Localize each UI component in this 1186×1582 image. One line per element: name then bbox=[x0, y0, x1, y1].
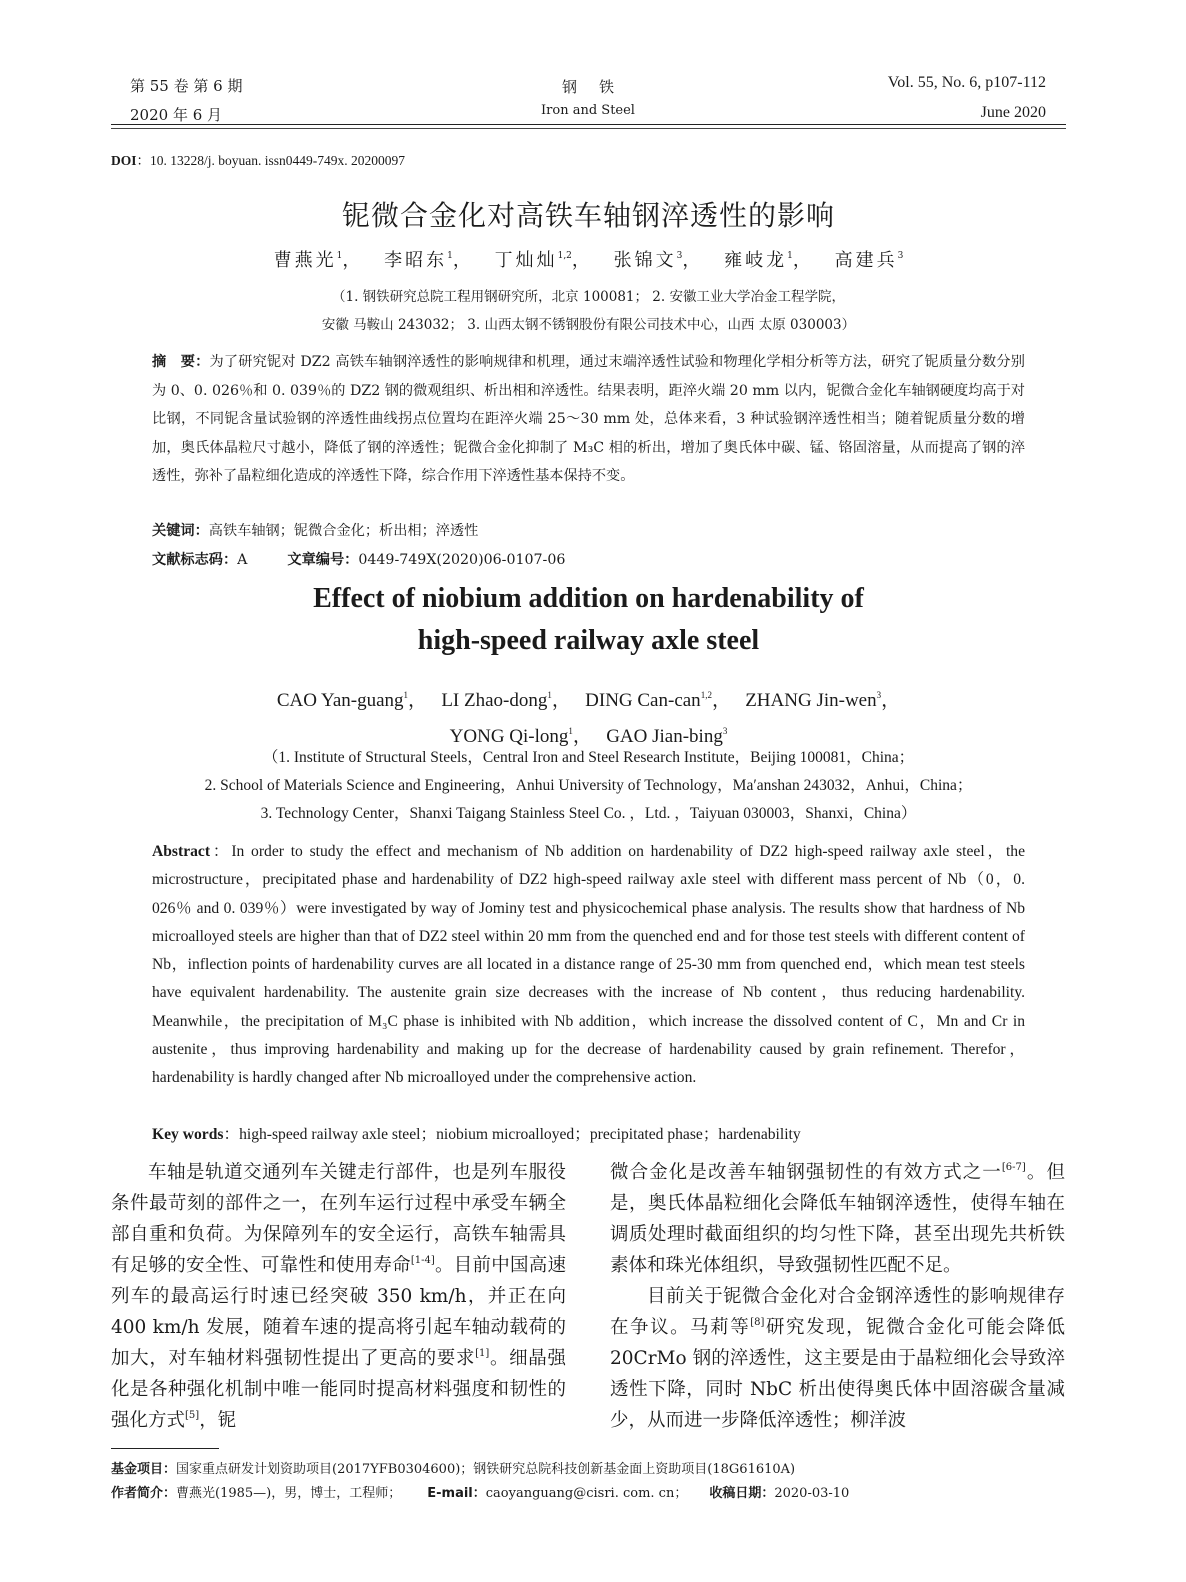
citation: [8] bbox=[750, 1317, 765, 1328]
body-text: 。但是，奥氏体晶粒细化会降低车轴钢淬透性，使得车轴在调质处理时截面组织的均匀性下降，甚至出现先共析铁素体和珠光体组织，导致强韧性匹配不足。 bbox=[610, 1162, 1065, 1276]
affiliation-cn-line: （1. 钢铁研究总院工程用钢研究所，北京 100081； 2. 安徽工业大学冶金工程学院， bbox=[332, 289, 845, 305]
author-sup: 1,2 bbox=[700, 690, 712, 700]
author-sup: 1 bbox=[447, 251, 453, 261]
body-column-left bbox=[111, 1157, 566, 1436]
keywords-en bbox=[152, 1122, 801, 1144]
author-bio-label: 作者简介： bbox=[111, 1486, 177, 1501]
fund-label: 基金项目： bbox=[111, 1462, 177, 1477]
body-text: 微合金化是改善车轴钢强韧性的有效方式之一 bbox=[610, 1162, 1002, 1183]
authors-cn: 曹燕光$^1$， 李昭东$^1$， 丁灿灿$^{1,2}$， 张锦文$^3$， 雍岐龙$^1$， 高建兵$^3$ bbox=[273, 250, 904, 271]
author-sup: 1 bbox=[336, 251, 343, 261]
author-en: CAO Yan-guang bbox=[276, 690, 404, 711]
header-volume-en bbox=[888, 68, 1046, 128]
date-cn: 2020 年 6 月 bbox=[130, 106, 223, 124]
header-volume-cn bbox=[130, 72, 242, 130]
body-paragraph bbox=[610, 1281, 1065, 1436]
body-text: ，铌 bbox=[199, 1410, 237, 1431]
header-rule-thick bbox=[111, 124, 1066, 125]
author-sup: 1 bbox=[787, 251, 793, 261]
author-sup: 3 bbox=[722, 726, 728, 736]
journal-name bbox=[520, 76, 656, 118]
keywords-en-text: ：high-speed railway axle steel；niobium microalloyed；precipitated phase；hardenability bbox=[223, 1126, 801, 1143]
email-text: caoyanguang@cisri. com. cn； bbox=[485, 1486, 688, 1501]
author-en: LI Zhao-dong bbox=[441, 690, 548, 711]
body-text: 。目前中国高速列车的最高运行时速已经突破 350 km/h，并正在向 400 km/h 发展，随着车速的提高将引起车轴动载荷的加大，对车轴材料强韧性提出了更高的要求 bbox=[111, 1255, 566, 1369]
doc-code-value: A bbox=[237, 552, 248, 568]
email-label: E-mail： bbox=[427, 1486, 486, 1501]
doi-value: ：10. 13228/j. boyuan. issn0449-749x. 20200097 bbox=[136, 153, 406, 168]
body-text: 车轴是轨道交通列车关键走行部件，也是列车服役条件最苛刻的部件之一，在列车运行过程中承受车辆全部自重和负荷。为保障列车的安全运行，高铁车轴需具有足够的安全性、可靠性和使用寿命 bbox=[111, 1162, 566, 1276]
keywords-en-label: Key words bbox=[152, 1126, 224, 1143]
authors-en: CAO Yan-guang$^1$， LI Zhao-dong$^1$， DING Can-can$^{1,2}$， ZHANG Jin-wen$^3$， YONG Qi-long$^1$， GAO Jian-bing$^3$ bbox=[276, 690, 901, 747]
keywords-cn-text: 高铁车轴钢；铌微合金化；析出相；淬透性 bbox=[208, 523, 479, 539]
author-en: YONG Qi-long bbox=[449, 726, 569, 747]
fund-text: 国家重点研发计划资助项目(2017YFB0304600)；钢铁研究总院科技创新基金面上资助项目(18G61610A) bbox=[176, 1462, 796, 1477]
article-no-value: 0449-749X(2020)06-0107-06 bbox=[358, 552, 566, 568]
author-sup: 1 bbox=[403, 690, 409, 700]
author-en: ZHANG Jin-wen bbox=[745, 690, 877, 711]
citation: [1] bbox=[475, 1348, 490, 1359]
body-paragraph bbox=[111, 1157, 566, 1436]
footnote-author bbox=[111, 1482, 849, 1501]
volume-issue-en: Vol. 55, No. 6, p107-112 bbox=[887, 74, 1046, 91]
body-paragraph bbox=[610, 1157, 1065, 1281]
author-sup: 3 bbox=[876, 690, 882, 700]
abstract-en-text: ：In order to study the effect and mechanism of Nb addition on hardenability of DZ2 high-speed railway axle steel，the microstructure，precipitated phase and hardenability of DZ2 high-speed railway axle steel with different mass percent of Nb（0，0. 026％ and 0. 039％）were investigated by way of Jominy test and physicochemical phase analysis. The results show that hardness of Nb microalloyed steels are higher than that of DZ2 steel within 20 mm from the quenched end and for those test steels with different content of Nb，inflection points of hardenability curves are all located in a distance range of 25-30 mm from quenched end，which mean test steels have equivalent hardenability. The austenite grain size decreases with the increase of Nb content，thus reducing hardenability. Meanwhile，the precipitation of M₃C phase is inhibited with Nb addition，which increase the dissolved content of C，Mn and Cr in austenite，thus improving hardenability and making up for the decrease of hardenability caused by grain refinement. Therefor，hardenability is hardly changed after Nb microalloyed under the comprehensive action. bbox=[152, 843, 1025, 1087]
author-sup: 1 bbox=[547, 690, 552, 700]
abstract-cn-label: 摘 要： bbox=[152, 354, 210, 370]
keywords-cn bbox=[152, 520, 478, 540]
keywords-cn-label: 关键词： bbox=[152, 523, 209, 539]
author-sup: 1 bbox=[568, 726, 573, 736]
abstract-en-label: Abstract bbox=[152, 843, 211, 860]
received-label: 收稿日期： bbox=[709, 1486, 775, 1501]
body-text: 研究发现，铌微合金化可能会降低 20CrMo 钢的淬透性，这主要是由于晶粒细化会导致淬透性下降，同时 NbC 析出使得奥氏体中固溶碳含量减少，从而进一步降低淬透性；柳洋波 bbox=[610, 1317, 1065, 1431]
author-en: DING Can-can bbox=[585, 690, 701, 711]
author-cn: 高建兵 bbox=[834, 250, 898, 271]
title-cn: 铌微合金化对高铁车轴钢淬透性的影响 bbox=[341, 199, 835, 232]
doi-label: DOI bbox=[111, 153, 137, 168]
header-rule-thin bbox=[111, 128, 1066, 129]
article-no-label: 文章编号： bbox=[287, 552, 359, 568]
abstract-cn-text: 为了研究铌对 DZ2 高铁车轴钢淬透性的影响规律和机理，通过末端淬透性试验和物理化学相分析等方法，研究了铌质量分数分别为 0、0. 026％和 0. 039％的 DZ2 钢的微观组织、析出相和淬透性。结果表明，距淬火端 20 mm 以内，铌微合金化车轴钢硬度均高于对比钢，不同铌含量试验钢的淬透性曲线拐点位置均在距淬火端 25～30 mm 处，总体来看，3 种试验钢淬透性相当；随着铌质量分数的增加，奥氏体晶粒尺寸越小，降低了钢的淬透性；铌微合金化抑制了 M₃C 相的析出，增加了奥氏体中碳、锰、铬固溶量，从而提高了钢的淬透性，弥补了晶粒细化造成的淬透性下降，综合作用下淬透性基本保持不变。 bbox=[152, 354, 1026, 484]
citation: [6-7] bbox=[1001, 1162, 1026, 1173]
abstract-cn bbox=[152, 348, 1025, 491]
date-en: June 2020 bbox=[980, 104, 1046, 121]
author-sup: 3 bbox=[897, 251, 904, 261]
author-en: GAO Jian-bing bbox=[606, 726, 723, 747]
abstract-en bbox=[152, 838, 1025, 1093]
title-en-line: Effect of niobium addition on hardenability of bbox=[313, 583, 864, 614]
volume-issue-cn: 第 55 卷 第 6 期 bbox=[130, 77, 243, 95]
author-cn: 雍岐龙 bbox=[724, 250, 788, 271]
author-sup: 1,2 bbox=[557, 251, 572, 261]
journal-name-en: Iron and Steel bbox=[541, 103, 635, 118]
author-bio-text: 曹燕光(1985—)，男，博士，工程师； bbox=[176, 1486, 402, 1501]
body-text: 。细晶强化是各种强化机制中唯一能同时提高材料强度和韧性的强化方式 bbox=[111, 1348, 566, 1431]
body-column-right bbox=[610, 1157, 1065, 1436]
doi bbox=[111, 149, 405, 169]
doc-code-label: 文献标志码： bbox=[152, 552, 238, 568]
author-cn: 李昭东 bbox=[384, 250, 448, 271]
affiliation-en-line: 2. School of Materials Science and Engineering，Anhui University of Technology，Ma′anshan 243032，Anhui，China； bbox=[204, 777, 973, 794]
footnote-fund bbox=[111, 1458, 795, 1477]
author-cn: 曹燕光 bbox=[273, 250, 337, 271]
author-cn: 丁灿灿 bbox=[494, 250, 558, 271]
author-cn: 张锦文 bbox=[613, 250, 677, 271]
affiliation-en-line: （1. Institute of Structural Steels，Central Iron and Steel Research Institute，Beijing 100081，China； bbox=[262, 749, 915, 766]
doc-code-line bbox=[152, 549, 565, 569]
body-text: 目前关于铌微合金化对合金钢淬透性的影响规律存在争议。马莉等 bbox=[610, 1286, 1065, 1338]
footnote-rule bbox=[111, 1448, 219, 1449]
affiliation-en-line: 3. Technology Center，Shanxi Taigang Stainless Steel Co. ，Ltd. ，Taiyuan 030003，Shanxi，China） bbox=[260, 805, 917, 822]
citation: [1-4] bbox=[410, 1255, 435, 1266]
author-sup: 3 bbox=[676, 251, 683, 261]
received-date: 2020-03-10 bbox=[774, 1486, 850, 1501]
affiliation-cn-line: 安徽 马鞍山 243032； 3. 山西太钢不锈钢股份有限公司技术中心，山西 太原 030003） bbox=[321, 317, 856, 333]
title-en-line: high-speed railway axle steel bbox=[417, 625, 760, 656]
title-en bbox=[111, 578, 1066, 662]
citation: [5] bbox=[185, 1410, 200, 1421]
journal-name-cn: 钢铁 bbox=[561, 78, 636, 96]
